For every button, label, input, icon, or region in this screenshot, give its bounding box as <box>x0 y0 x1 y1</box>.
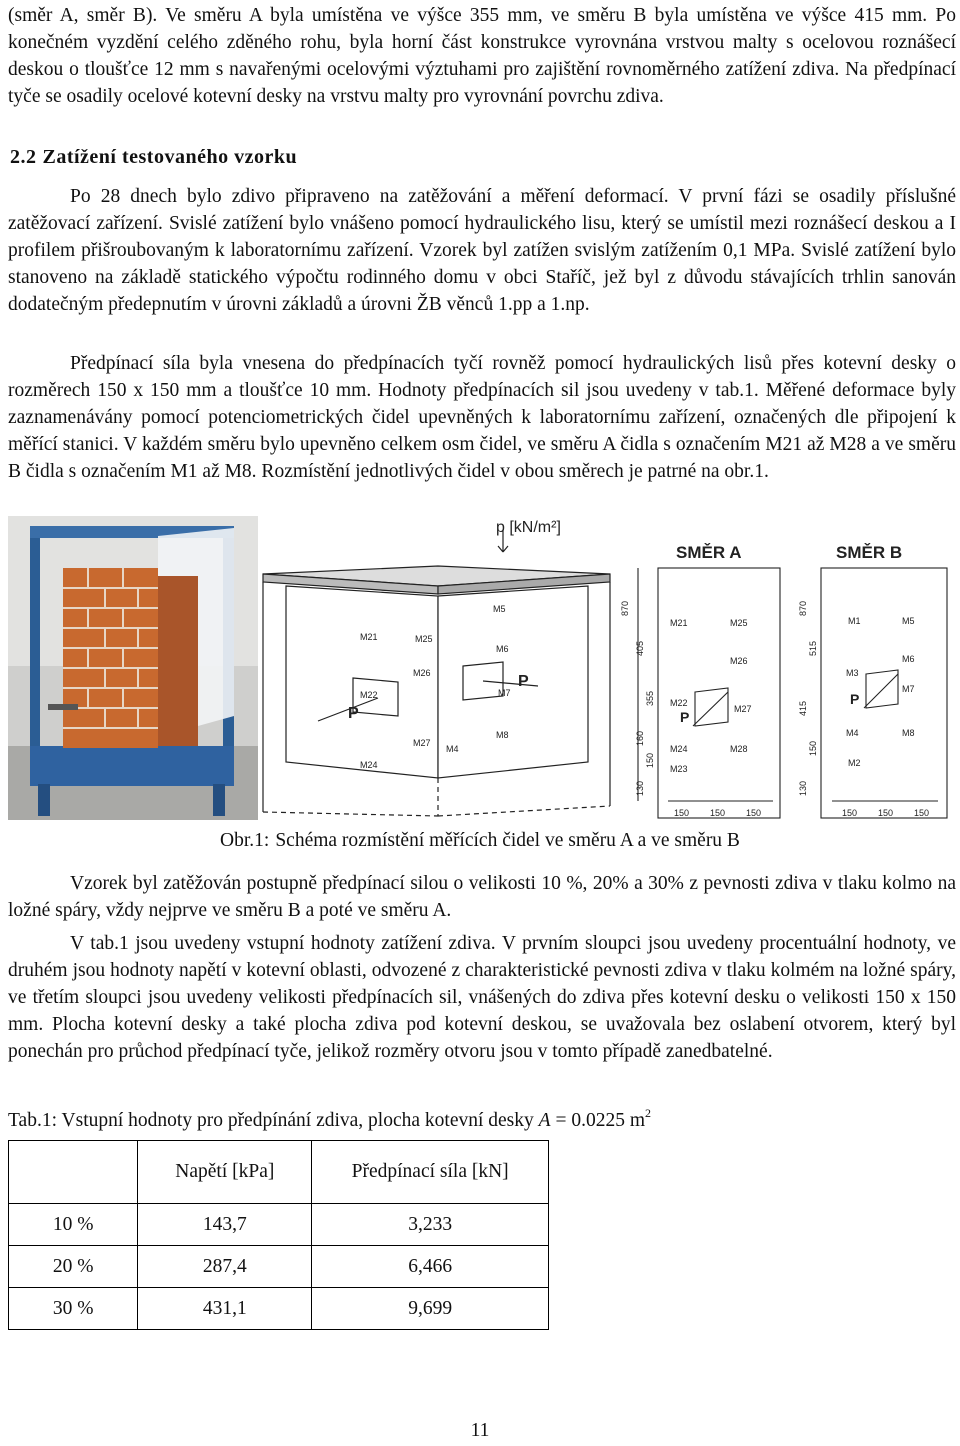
sensor-3d-2: M25 <box>415 634 433 644</box>
sensor-b-2: M6 <box>902 654 915 664</box>
figure-caption <box>0 827 960 854</box>
dir-a-label: SMĚR A <box>676 543 742 562</box>
dim-a-3: 160 <box>635 730 645 746</box>
sensor-a-1: M25 <box>730 618 748 628</box>
paragraph-stages: Vzorek byl zatěžován postupně předpínací silou o velikosti 10 %, 20% a 30% z pevnosti zdiva v tlaku kolmo na ložné spáry, vždy nejprve ve směru B a poté ve směru A. <box>8 873 956 921</box>
sensor-3d-7: M27 <box>413 738 431 748</box>
table-header-row <box>9 1141 549 1204</box>
dim-h-a-2: 150 <box>746 808 762 818</box>
table-row <box>9 1204 549 1246</box>
table-caption-sup: 2 <box>645 1106 651 1120</box>
dim-a-2: 355 <box>645 690 655 706</box>
specimen-photo <box>8 516 258 820</box>
table-caption-prefix: Tab.1: Vstupní hodnoty pro předpínání zdiva, plocha kotevní desky <box>8 1110 539 1131</box>
sensor-3d-8: M4 <box>446 744 459 754</box>
section-title: Zatížení testovaného vzorku <box>42 146 298 168</box>
dim-h-b-0: 150 <box>842 808 858 818</box>
sensor-a-2: M26 <box>730 656 748 666</box>
sensor-a-6: M28 <box>730 744 748 754</box>
page-number: 11 <box>470 1420 490 1441</box>
dim-a-5: 130 <box>635 780 645 796</box>
sensor-3d-9: M24 <box>360 760 378 770</box>
table-row <box>9 1288 549 1330</box>
table-cell: 143,7 <box>138 1204 312 1246</box>
sensor-3d-4: M26 <box>413 668 431 678</box>
sensor-3d-6: M22 <box>360 690 378 700</box>
table-cell: 6,466 <box>312 1246 549 1288</box>
paragraph-table-description: V tab.1 jsou uvedeny vstupní hodnoty zatížení zdiva. V prvním sloupci jsou uvedeny procentuální hodnoty, ve druhém jsou hodnoty napětí v kotevní oblasti, odvozené z charakteristické pevnosti zdiva v tlaku kolmém na ložné spáry, ve třetím sloupci jsou uvedeny velikosti předpínacích sil, vnášených do zdiva přes kotevní desku o velikosti 150 x 150 mm. Plocha kotevní desky a také plocha zdiva pod kotevní deskou, se uvažovala bez oslabení otvorem, který byl ponechán pro průchod předpínací tyče, jelikož rozměry otvoru jsou v tomto případě zanedbatelné. <box>8 933 956 1062</box>
sensor-3d-0: M5 <box>493 604 506 614</box>
dim-b-0: 870 <box>798 600 808 616</box>
sensor-b-5: M4 <box>846 728 859 738</box>
dir-b-label: SMĚR B <box>836 543 903 562</box>
sensor-b-4: M7 <box>902 684 915 694</box>
dim-h-b-2: 150 <box>914 808 930 818</box>
sensor-b-3: M3 <box>846 668 859 678</box>
table-cell: 287,4 <box>138 1246 312 1288</box>
sensor-3d-1: M21 <box>360 632 378 642</box>
table-header-cell: Napětí [kPa] <box>138 1141 312 1204</box>
prestress-table <box>8 1140 549 1330</box>
sensor-a-0: M21 <box>670 618 688 628</box>
sensor-a-4: M27 <box>734 704 752 714</box>
sensor-layout-drawing <box>258 516 960 820</box>
sensor-3d-3: M6 <box>496 644 509 654</box>
figure-caption-text: Schéma rozmístění měřících čidel ve směru A a ve směru B <box>275 830 740 851</box>
sensor-a-5: M24 <box>670 744 688 754</box>
table-caption-suffix: = 0.0225 m <box>550 1110 645 1131</box>
dim-a-0: 870 <box>620 600 630 616</box>
table-cell: 10 % <box>9 1204 138 1246</box>
force-label-b: P <box>850 691 860 707</box>
sensor-a-3: M22 <box>670 698 688 708</box>
sensor-b-0: M1 <box>848 616 861 626</box>
table-row <box>9 1246 549 1288</box>
figure-caption-label: Obr.1: <box>220 830 270 851</box>
dim-b-3: 150 <box>808 740 818 756</box>
sensor-3d-5: M7 <box>498 688 511 698</box>
sensor-b-6: M8 <box>902 728 915 738</box>
table-cell: 431,1 <box>138 1288 312 1330</box>
sensor-b-1: M5 <box>902 616 915 626</box>
load-label: p [kN/m²] <box>496 519 561 536</box>
dim-a-1: 405 <box>635 640 645 656</box>
table-cell: 30 % <box>9 1288 138 1330</box>
section-number: 2.2 <box>10 146 37 168</box>
table-header-cell: Předpínací síla [kN] <box>312 1141 549 1204</box>
table-caption-var: A <box>538 1110 551 1131</box>
paragraph-loading: Po 28 dnech bylo zdivo připraveno na zatěžování a měření deformací. V první fázi se osadily příslušné zatěžovací zařízení. Svislé zatížení bylo vnášeno pomocí hydraulického lisu, který se umístil mezi roznášecí deskou a I profilem přišroubovaným k laboratornímu zařízení. Vzorek byl zatížen svislým zatížením 0,1 MPa. Svislé zatížení bylo stanoveno na základě statického výpočtu rodinného domu v obci Staříč, jež byl z důvodu stávajících trhlin sanován dodatečným předepnutím v úrovni základů a úrovni ŽB věnců 1.pp a 1.np. <box>8 186 956 315</box>
table-cell: 20 % <box>9 1246 138 1288</box>
dim-b-4: 130 <box>798 780 808 796</box>
table-caption <box>8 1100 956 1134</box>
table-header-cell <box>9 1141 138 1204</box>
dim-h-a-1: 150 <box>710 808 726 818</box>
dim-a-4: 150 <box>645 752 655 768</box>
paragraph-intro: (směr A, směr B). Ve směru A byla umístěna ve výšce 355 mm, ve směru B byla umístěna ve výšce 415 mm. Po konečném vyzdění celého zděného rohu, byla horní část konstrukce vyrovnána vrstvou malty s ocelovou roznášecí deskou o tloušťce 12 mm s navařenými ocelovými výztuhami pro zajištění rovnoměrného zatížení zdiva. Na předpínací tyče se osadily ocelové kotevní desky na vrstvu malty pro vyrovnání povrchu zdiva. <box>8 5 956 107</box>
sensor-b-7: M2 <box>848 758 861 768</box>
table-cell: 9,699 <box>312 1288 549 1330</box>
force-label-a: P <box>680 709 690 725</box>
dim-h-a-0: 150 <box>674 808 690 818</box>
sensor-3d-10: M8 <box>496 730 509 740</box>
section-heading <box>10 146 297 169</box>
table-cell: 3,233 <box>312 1204 549 1246</box>
force-label-right: P <box>518 673 529 690</box>
dim-h-b-1: 150 <box>878 808 894 818</box>
dim-b-2: 415 <box>798 700 808 716</box>
force-label-left: P <box>348 705 359 722</box>
sensor-a-7: M23 <box>670 764 688 774</box>
paragraph-prestress: Předpínací síla byla vnesena do předpínacích tyčí rovněž pomocí hydraulických lisů přes kotevní desky o rozměrech 150 x 150 mm a tloušťce 10 mm. Hodnoty předpínacích sil jsou uvedeny v tab.1. Měřené deformace byly zaznamenávány pomocí potenciometrických čidel upevněných k laboratornímu zařízení, označených dle připojení k měřící stanici. V každém směru bylo upevněno celkem osm čidel, ve směru A čidla s označením M21 až M28 a ve směru B čidla s označením M1 až M8. Rozmístění jednotlivých čidel v obou směrech je patrné na obr.1. <box>8 353 956 482</box>
dim-b-1: 515 <box>808 640 818 656</box>
